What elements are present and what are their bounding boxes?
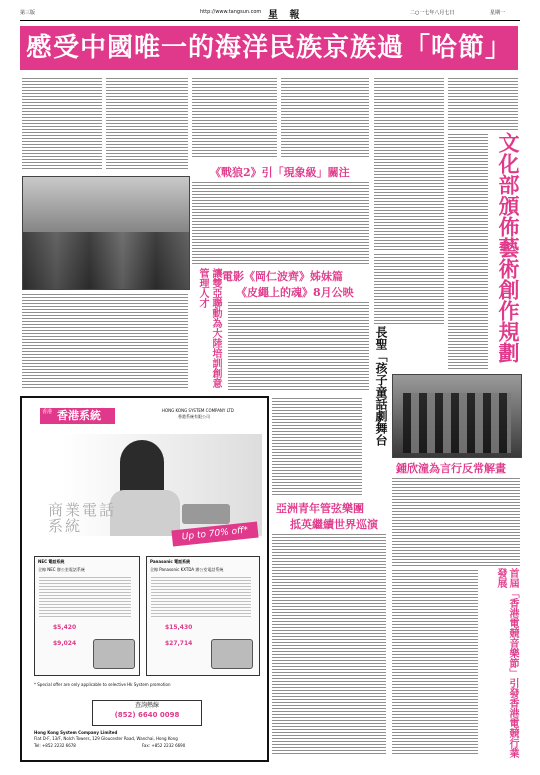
panasonic-details <box>151 577 251 617</box>
article-text <box>392 478 520 566</box>
headline-gillian: 鍾欣潼為言行反常解畫 <box>396 462 506 475</box>
website-url[interactable]: http://www.tangsun.com <box>200 9 262 15</box>
lead-article-text <box>106 78 188 170</box>
ad-address: Flat D-F, 13/F, Nolch Towers, 129 Gloucester Road, Wanchai, Hong Kong <box>34 736 178 741</box>
ad-tel: Tel: +852 2232 6678 <box>34 743 76 748</box>
nec-price-1: $5,420 <box>53 624 77 631</box>
ad-promo-badge[interactable]: Up to 70% off* <box>171 522 258 547</box>
nec-price-2: $9,024 <box>53 640 77 647</box>
headline-war-wolf: 《戰狼2》引「現象級」關注 <box>210 166 350 179</box>
headline-movie-line2: 《皮繩上的魂》8月公映 <box>236 286 354 299</box>
lead-article-text <box>22 78 102 170</box>
article-text <box>448 134 488 370</box>
page-header <box>20 6 520 21</box>
headline-training: 讓雙亞聯動為大陸培訓創意管理人才 <box>197 268 221 388</box>
article-text <box>448 78 518 130</box>
headline-culture-ministry: 文化部頒佈藝術創作規劃 <box>496 132 521 363</box>
nec-title: NEC 電話系統 <box>38 559 65 564</box>
headline-orchestra-line2: 抵英繼續世界巡演 <box>290 518 378 531</box>
headline-movie-line1: 電影《岡仁波齊》姊妹篇 <box>222 270 343 283</box>
headline-children-drama: 長聖「孩子童話劇舞台 <box>374 326 388 446</box>
panasonic-price-1: $15,430 <box>165 624 193 631</box>
advertisement[interactable] <box>20 396 269 762</box>
ad-brand-tag: 香港 <box>40 408 54 424</box>
nec-phone-image <box>93 639 135 669</box>
ad-footnote: * Special offer are only applicable to selective Hk System promotion <box>34 682 171 687</box>
nec-model: 全線 NEC 辦公室電話系統 <box>38 567 85 572</box>
panasonic-offer-box[interactable] <box>146 556 260 676</box>
headline-orchestra-line1: 亞洲青年管弦樂團 <box>276 502 364 515</box>
article-text <box>281 78 369 158</box>
panasonic-title: Panasonic 電話系統 <box>150 559 191 564</box>
nec-offer-box[interactable] <box>34 556 140 676</box>
hotline-box[interactable] <box>92 700 202 726</box>
panasonic-phone-image <box>211 639 253 669</box>
hotline-label: 查詢熱線 <box>134 702 159 709</box>
article-text <box>272 534 386 756</box>
article-text <box>374 78 444 250</box>
group-photo <box>22 176 190 290</box>
article-text <box>272 398 362 496</box>
lead-article-text <box>22 294 188 390</box>
ad-company-zh: 香港系統有限公司 <box>178 414 210 419</box>
article-text <box>228 302 369 392</box>
page-label: 第三版 <box>20 10 36 16</box>
ad-brand-name: 香港系統 <box>54 408 115 424</box>
hotline-number[interactable]: (852) 6640 0098 <box>114 711 180 719</box>
issue-weekday: 星期一 <box>490 10 506 16</box>
masthead: 星 報 <box>268 10 304 21</box>
ad-slogan: 商業電話系統 <box>48 501 117 535</box>
banner-headline: 慼受中國唯一的海洋民族京族過「哈節」 <box>20 26 518 70</box>
headline-esports: 首屆「香港電競音樂節」引發香港電競行業發展 <box>495 568 518 758</box>
ad-fax: Fax: +852 2232 6690 <box>142 743 186 748</box>
article-text <box>192 182 369 266</box>
article-text <box>392 570 478 756</box>
ad-company-en: HONG KONG SYSTEM COMPANY LTD <box>162 408 234 413</box>
ad-company-footer: Hong Kong System Company Limited <box>34 730 118 735</box>
nec-details <box>39 577 131 617</box>
panasonic-price-2: $27,714 <box>165 640 193 647</box>
article-text <box>374 254 444 324</box>
issue-date: 二○一七年八月七日 <box>410 10 455 16</box>
article-text <box>192 78 277 158</box>
panasonic-model: 全線 Panasonic KXTDA 辦公室電話系統 <box>150 567 224 572</box>
performers-photo <box>392 374 522 458</box>
